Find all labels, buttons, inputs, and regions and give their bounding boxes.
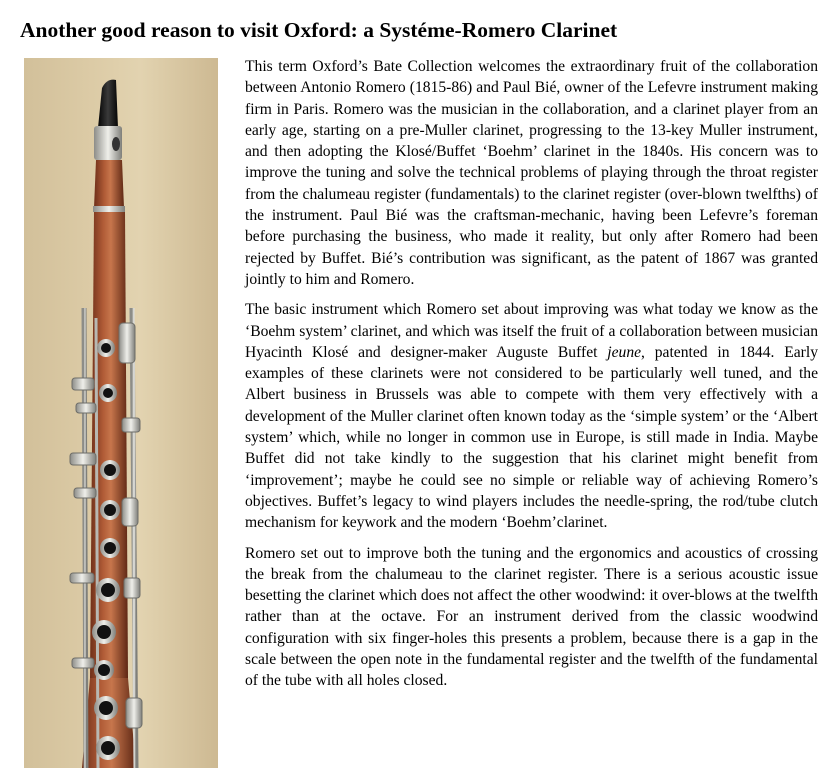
article-title: Another good reason to visit Oxford: a Systéme-Romero Clarinet bbox=[20, 18, 618, 42]
clarinet-photo bbox=[24, 58, 218, 768]
paragraph-2-italic: jeune bbox=[607, 343, 642, 361]
paragraph-2 bbox=[245, 299, 818, 533]
article-body bbox=[245, 56, 818, 701]
clarinet-icon bbox=[24, 58, 218, 768]
paragraph-3: Romero set out to improve both the tuning and the ergonomics and acoustics of crossing the break from the chalumeau to the clarinet register. There is a serious acoustic issue besetting the clarinet which does not affect the other woodwind: it over-blows at the twelfth rather than at the octave. For an instrument derived from the classic woodwind configuration with six finger-holes this presents a problem, because there is a gap in the scale between the open note in the fundamental register and the twelfth of the fundamental of the tube with all holes closed. bbox=[245, 544, 818, 690]
paragraph-2-part-1: The basic instrument which Romero set about improving was what today we know as the ‘Boehm system’ clarinet, and which was itself the fruit of a collaboration between musician Hyacinth Klosé and designer-maker Auguste Buffet bbox=[245, 301, 818, 361]
paragraph-1: This term Oxford’s Bate Collection welcomes the extraordinary fruit of the collaboration between Antonio Romero (1815-86) and Paul Bié, owner of the Lefevre instrument making firm in Paris. Romero was the musician in the collaboration, and a clarinet player from an early age, starting on a pre-Muller clarinet, progressing to the 13-key Muller instrument, and then adopting the Klosé/Buffet ‘Boehm’ clarinet in the 1840s. His concern was to improve the tuning and solve the technical problems of playing through the throat register from the chalumeau register (fundamentals) to the clarinet register (over-blown twelfths) of the instrument. Paul Bié was the craftsman-mechanic, having been Lefevre’s foreman before purchasing the business, who made it reality, but only after Romero had been rejected by Buffet. Bié’s contribution was significant, as the patent of 1867 was granted jointly to him and Romero. bbox=[245, 58, 818, 288]
paragraph-2-part-2: , patented in 1844. Early examples of these clarinets were not considered to be particularly well tuned, and the Albert business in Brussels was able to compete with them very effectively with a development of the Muller clarinet often known today as the ‘simple system’ or the ‘Albert system’ which, while no longer in common use in Europe, is still made in India. Maybe Buffet did not take kindly to the suggestion that his clarinet might benefit from ‘improvement’; maybe he could see no simple or reliable way of achieving Romero’s objectives. Buffet’s legacy to wind players includes the needle-spring, the rod/tube clutch mechanism for keywork and the modern ‘Boehm’clarinet. bbox=[245, 343, 818, 532]
